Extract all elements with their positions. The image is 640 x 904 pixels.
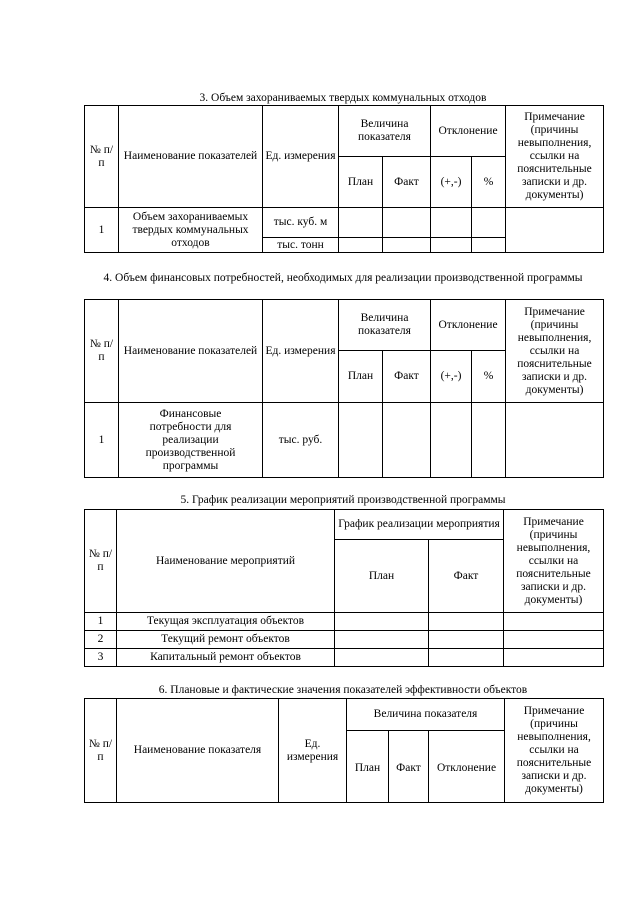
header-unit: Ед. измерения [279, 699, 347, 803]
cell-fact [429, 613, 504, 631]
header-deviation: Отклонение [431, 106, 506, 157]
cell-plan [339, 403, 383, 478]
header-percent: % [472, 157, 506, 208]
schedule-table [84, 509, 604, 667]
header-fact: Факт [383, 157, 431, 208]
header-num: № п/п [85, 300, 119, 403]
header-name: Наименование показателей [119, 300, 263, 403]
cell-plan-2 [339, 238, 383, 253]
row-name: Объем захораниваемых твердых коммунальных отходов [119, 208, 263, 253]
row-name [119, 403, 263, 478]
header-value: Величина показателя [339, 106, 431, 157]
header-unit: Ед. измерения [263, 106, 339, 208]
cell-plusminus [431, 403, 472, 478]
cell-plan-1 [339, 208, 383, 238]
header-note: Примечание (причины невыполнения, ссылки на пояснительные записки и др. документы) [505, 699, 604, 803]
header-note: Примечание (причины невыполнения, ссылки на пояснительные записки и др. документы) [506, 300, 604, 403]
row-name: Капитальный ремонт объектов [117, 649, 335, 667]
cell-fact [429, 631, 504, 649]
header-plusminus: (+,-) [431, 157, 472, 208]
efficiency-table [84, 698, 604, 803]
cell-plan [335, 631, 429, 649]
row-name-line-3: реализации производственной программы [145, 433, 236, 472]
row-name-line-2: потребности для [149, 420, 232, 433]
header-percent: % [472, 351, 506, 403]
cell-plan [335, 649, 429, 667]
section4-title: 4. Объем финансовых потребностей, необходимых для реализации производственной программы [103, 272, 583, 284]
header-num: № п/п [85, 106, 119, 208]
header-value: Величина показателя [339, 300, 431, 351]
header-plan: План [339, 157, 383, 208]
header-plan: План [335, 540, 429, 613]
section5-title: 5. График реализации мероприятий производственной программы [180, 494, 506, 506]
row-unit: тыс. руб. [263, 403, 339, 478]
row-num: 1 [85, 403, 119, 478]
header-name: Наименование мероприятий [117, 510, 335, 613]
header-plusminus: (+,-) [431, 351, 472, 403]
header-fact: Факт [389, 731, 429, 803]
header-deviation: Отклонение [431, 300, 506, 351]
cell-percent-1 [472, 208, 506, 238]
header-fact: Факт [429, 540, 504, 613]
cell-fact [383, 403, 431, 478]
header-value: Величина показателя [347, 699, 505, 731]
header-note: Примечание (причины невыполнения, ссылки на пояснительные записки и др. документы) [504, 510, 604, 613]
cell-fact-1 [383, 208, 431, 238]
header-deviation: Отклонение [429, 731, 505, 803]
row-num: 2 [85, 631, 117, 649]
waste-volume-table [84, 105, 604, 253]
header-unit: Ед. измерения [263, 300, 339, 403]
cell-note [504, 613, 604, 631]
cell-fact-2 [383, 238, 431, 253]
row-num: 1 [85, 208, 119, 253]
cell-note [506, 403, 604, 478]
row-num: 1 [85, 613, 117, 631]
cell-plan [335, 613, 429, 631]
section6-title: 6. Плановые и фактические значения показателей эффективности объектов [158, 684, 528, 696]
header-note: Примечание (причины невыполнения, ссылки на пояснительные записки и др. документы) [506, 106, 604, 208]
cell-note [506, 208, 604, 253]
cell-fact [429, 649, 504, 667]
cell-plusminus-1 [431, 208, 472, 238]
header-name: Наименование показателей [119, 106, 263, 208]
cell-plusminus-2 [431, 238, 472, 253]
cell-percent [472, 403, 506, 478]
header-schedule: График реализации мероприятия [335, 510, 504, 540]
cell-note [504, 631, 604, 649]
row-unit-2: тыс. тонн [263, 238, 339, 253]
header-num: № п/п [85, 510, 117, 613]
header-num: № п/п [85, 699, 117, 803]
cell-note [504, 649, 604, 667]
row-name: Текущий ремонт объектов [117, 631, 335, 649]
row-name: Текущая эксплуатация объектов [117, 613, 335, 631]
row-num: 3 [85, 649, 117, 667]
cell-percent-2 [472, 238, 506, 253]
header-plan: План [339, 351, 383, 403]
row-name-line-1: Финансовые [159, 407, 222, 420]
header-fact: Факт [383, 351, 431, 403]
header-plan: План [347, 731, 389, 803]
header-name: Наименование показателя [117, 699, 279, 803]
financial-needs-table [84, 299, 604, 478]
row-unit-1: тыс. куб. м [263, 208, 339, 238]
section3-title: 3. Объем захораниваемых твердых коммунальных отходов [199, 92, 487, 104]
